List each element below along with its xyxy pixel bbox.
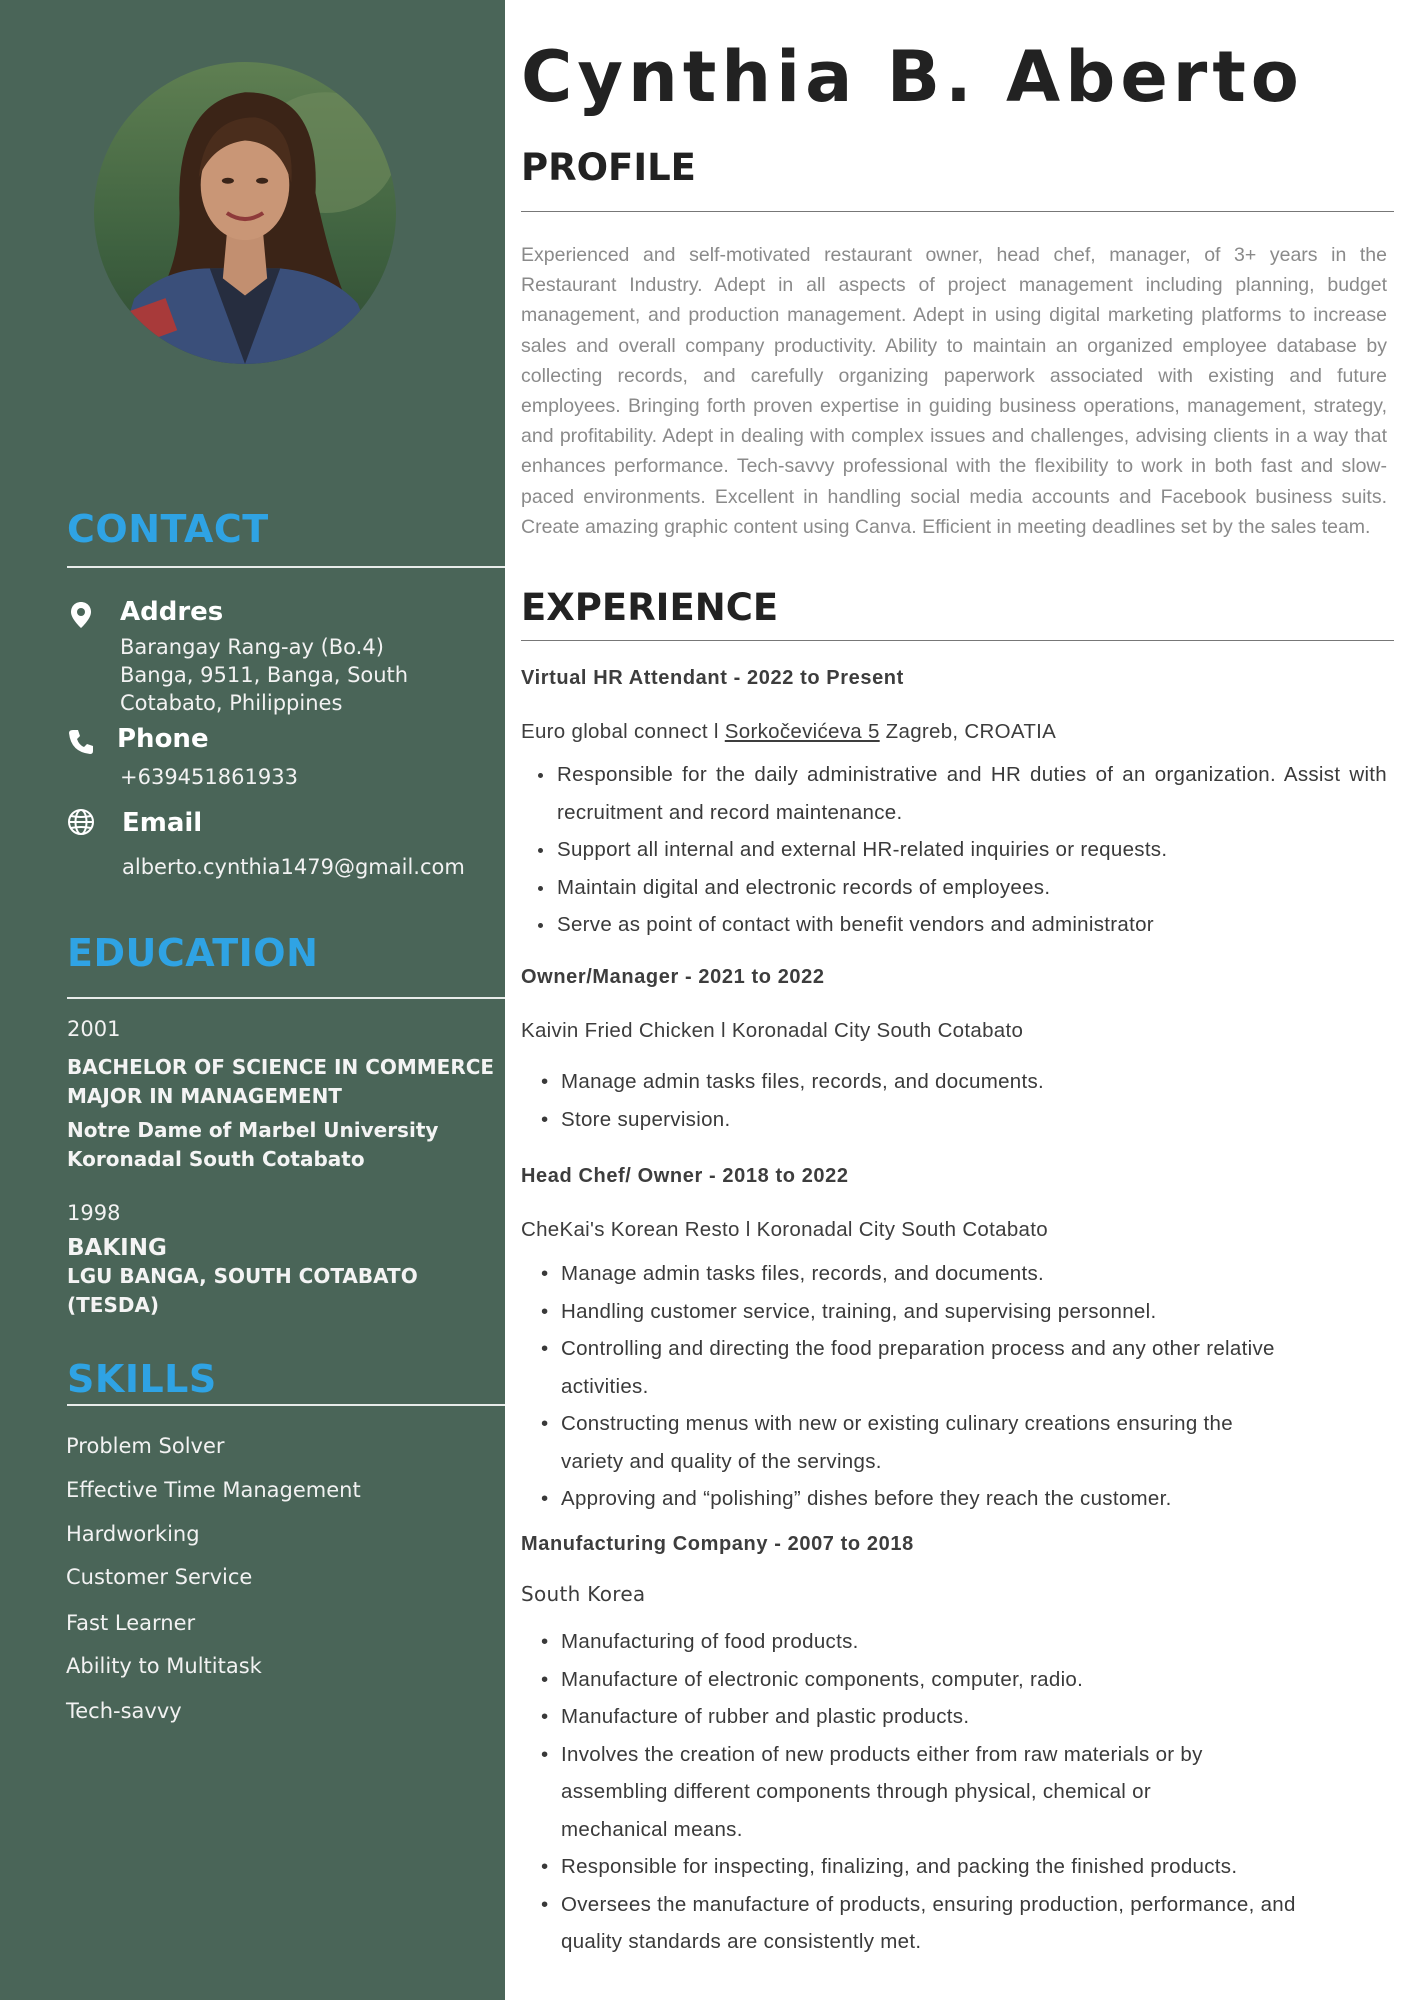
address-line-3: Cotabato, Philippines [120,691,343,715]
location-pin-icon [66,600,96,630]
list-item: • Responsible for inspecting, finalizing, and packing the finished products. [539,1848,1309,1886]
job-duties-list [521,756,1387,944]
list-item: • Manufacturing of food products. [539,1623,1309,1661]
list-item: • Oversees the manufacture of products, ensuring production, performance, and quality standards are consistently met. [539,1886,1309,1961]
sidebar [0,0,505,2000]
address-line-1: Barangay Rang-ay (Bo.4) [120,635,384,659]
job-place-company: Euro global connect l [521,720,725,743]
job-duties-list [539,1063,1044,1138]
skills-divider [67,1404,505,1406]
list-item: • Manage admin tasks files, records, and documents. [539,1063,1044,1101]
education-degree-line: MAJOR IN MANAGEMENT [67,1084,342,1108]
experience-divider [521,640,1394,641]
phone-icon [66,727,96,757]
skill-item: Tech-savvy [66,1699,182,1723]
profile-photo [94,62,396,364]
profile-photo-image [94,62,396,364]
list-item: • Handling customer service, training, and supervising personnel. [539,1293,1299,1331]
education-year: 2001 [67,1017,121,1041]
email-label: Email [122,808,203,838]
job-place-address-link[interactable]: Sorkočevićeva 5 [724,720,880,743]
contact-divider [67,566,505,568]
job-title: Manufacturing Company - 2007 to 2018 [521,1533,914,1555]
job-place: Kaivin Fried Chicken l Koronadal City South Cotabato [521,1019,1024,1042]
job-place: CheKai's Korean Resto l Koronadal City South Cotabato [521,1218,1048,1241]
skill-item: Customer Service [66,1565,253,1589]
list-item: • Manufacture of electronic components, computer, radio. [539,1661,1309,1699]
skill-item: Ability to Multitask [66,1654,262,1678]
skills-heading: SKILLS [67,1357,217,1401]
experience-heading: EXPERIENCE [521,586,779,629]
job-place-city: Zagreb, CROATIA [879,720,1057,743]
list-item: • Approving and “polishing” dishes before they reach the customer. [539,1480,1299,1518]
globe-icon [66,807,96,837]
education-divider [67,997,505,999]
list-item: Responsible for the daily administrative and HR duties of an organization. Assist with recruitment and record maintenance. [521,756,1387,831]
list-item: • Constructing menus with new or existing culinary creations ensuring the variety and quality of the servings. [539,1405,1299,1480]
profile-heading: PROFILE [521,146,696,189]
list-item: Support all internal and external HR-related inquiries or requests. [521,831,1387,869]
education-school-line: Notre Dame of Marbel University [67,1118,439,1142]
skill-item: Effective Time Management [66,1478,361,1502]
address-label: Addres [120,597,224,627]
education-degree-line: BAKING [67,1235,167,1261]
education-heading: EDUCATION [67,931,319,975]
job-place [521,720,1056,744]
list-item: Maintain digital and electronic records of employees. [521,869,1387,907]
job-duties-list [539,1623,1309,1961]
list-item: • Involves the creation of new products either from raw materials or by assembling different components through physical, chemical or mechanical means. [539,1736,1239,1849]
phone-number[interactable]: +639451861933 [120,765,298,789]
education-school-line: Koronadal South Cotabato [67,1147,365,1171]
list-item: • Controlling and directing the food preparation process and any other relative activities. [539,1330,1299,1405]
email-address[interactable]: alberto.cynthia1479@gmail.com [122,855,465,879]
list-item: Serve as point of contact with benefit vendors and administrator [521,906,1387,944]
education-school-line: LGU BANGA, SOUTH COTABATO [67,1264,418,1288]
candidate-name: Cynthia B. Aberto [521,36,1304,118]
job-duties-list [539,1255,1299,1518]
phone-label: Phone [117,724,209,754]
address-line-2: Banga, 9511, Banga, South [120,663,409,687]
job-title: Virtual HR Attendant - 2022 to Present [521,667,904,689]
skill-item: Fast Learner [66,1611,196,1635]
list-item: • Manage admin tasks files, records, and documents. [539,1255,1299,1293]
job-title: Head Chef/ Owner - 2018 to 2022 [521,1165,849,1187]
job-title: Owner/Manager - 2021 to 2022 [521,966,825,988]
skill-item: Problem Solver [66,1434,225,1458]
list-item: • Store supervision. [539,1101,1044,1139]
profile-divider [521,211,1394,212]
contact-heading: CONTACT [67,507,269,551]
education-year: 1998 [67,1201,121,1225]
education-school-line: (TESDA) [67,1293,160,1317]
education-degree-line: BACHELOR OF SCIENCE IN COMMERCE [67,1055,495,1079]
profile-summary: Experienced and self-motivated restaurant owner, head chef, manager, of 3+ years in the Restaurant Industry. Adept in all aspects of project management including planning, budget management, and production management. Adept in using digital marketing platforms to increase sales and overall company productivity. Ability to maintain an organized employee database by collecting records, and carefully organizing paperwork associated with existing and future employees. Bringing forth proven expertise in guiding business operations, management, strategy, and profitability. Adept in dealing with complex issues and challenges, advising clients in a way that enhances performance. Tech-savvy professional with the flexibility to work in both fast and slow-paced environments. Excellent in handling social media accounts and Facebook business suits. Create amazing graphic content using Canva. Efficient in meeting deadlines set by the sales team. [521,244,1387,538]
job-place: South Korea [521,1582,646,1606]
list-item: • Manufacture of rubber and plastic products. [539,1698,1309,1736]
skill-item: Hardworking [66,1522,200,1546]
